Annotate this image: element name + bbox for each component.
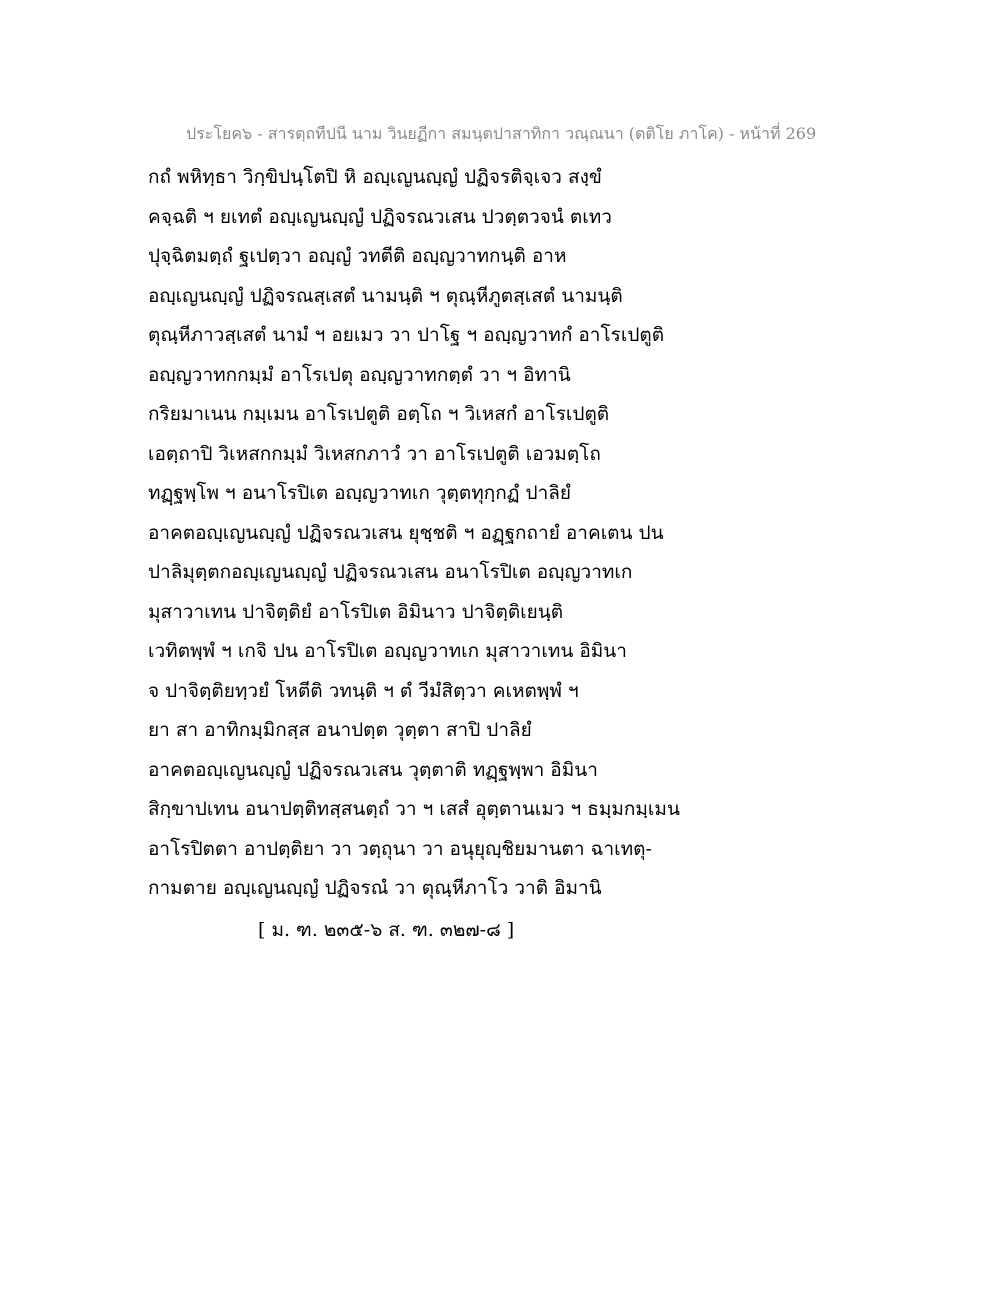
text-line: กถํ พหิทฺธา วิกฺขิปนฺโตปิ หิ อญฺเญนญฺญํ ปฏิจรติจฺเจว สงฺขํ: [148, 166, 602, 188]
text-line: สิกฺขาปเทน อนาปตฺติทสฺสนตฺถํ วา ฯ เสสํ อุตฺตานเมว ฯ ธมฺมกมฺเมน: [148, 798, 680, 820]
text-line: อญฺเญนญฺญํ ปฏิจรณสฺเสตํ นามนฺติ ฯ ตุณฺหีภูตสฺเสตํ นามนฺติ: [148, 284, 623, 307]
text-line: กามตาย อญฺเญนญฺญํ ปฏิจรณํ วา ตุณฺหีภาโว วาติ อิมานิ: [148, 877, 602, 899]
text-line: อาโรปิตตา อาปตฺติยา วา วตฺถุนา วา อนุยุญฺชิยมานตา ฉาเทตุ-: [148, 837, 652, 860]
running-header: ประโยค๖ - สารตฺถทีปนี นาม วินยฏีกา สมนฺตปาสาทิกา วณฺณนา (ตติโย ภาโค) - หน้าที่ 269: [186, 124, 817, 143]
text-line: ยา สา อาทิกมฺมิกสฺส อนาปตฺต วุตฺตา สาปิ ปาลิยํ: [148, 719, 532, 741]
text-line: ปาลิมุตฺตกอญฺเญนญฺญํ ปฏิจรณวเสน อนาโรปิเต อญฺญวาทเก: [148, 561, 633, 583]
text-line: มุสาวาเทน ปาจิตฺติยํ อาโรปิเต อิมินาว ปาจิตฺติเยนฺติ: [148, 600, 564, 623]
text-line: เอตฺถาปิ วิเหสกกมฺมํ วิเหสกภาวํ วา อาโรเปตูติ เอวมตฺโถ: [148, 442, 601, 465]
text-line: คจฺฉติ ฯ ยเทตํ อญฺเญนญฺญํ ปฏิจรณวเสน ปวตฺตวจนํ ตเทว: [148, 205, 612, 228]
text-line: เวทิตพฺพํ ฯ เกจิ ปน อาโรปิเต อญฺญวาทเก มุสาวาเทน อิมินา: [148, 640, 627, 662]
text-line: อาคตอญฺเญนญฺญํ ปฏิจรณวเสน วุตฺตาติ ทฏฺฐพฺพา อิมินา: [148, 758, 598, 781]
text-line: อญฺญวาทกกมฺมํ อาโรเปตุ อญฺญวาทกตฺตํ วา ฯ อิทานิ: [148, 363, 571, 386]
body-text: [148, 158, 748, 909]
text-line: ปุจฺฉิตมตฺถํ ฐเปตฺวา อญฺญํ วทตีติ อญฺญวาทกนฺติ อาห: [148, 245, 567, 267]
text-line: กริยมาเนน กมฺเมน อาโรเปตูติ อตฺโถ ฯ วิเหสกํ อาโรเปตูติ: [148, 403, 610, 425]
citation-reference: [ ม. ฑ. ๒๓๕-๖ ส. ฑ. ๓๒๗-๘ ]: [258, 919, 515, 941]
text-line: จ ปาจิตฺติยทฺวยํ โหตีติ วทนฺติ ฯ ตํ วีมํสิตฺวา คเหตพฺพํ ฯ: [148, 679, 579, 702]
text-line: ทฏฺฐพฺโพ ฯ อนาโรปิเต อญฺญวาทเก วุตฺตทุกฺกฏํ ปาลิยํ: [148, 482, 572, 504]
text-line: อาคตอญฺเญนญฺญํ ปฏิจรณวเสน ยุชฺชติ ฯ อฏฺฐกถายํ อาคเตน ปน: [148, 521, 664, 544]
text-line: ตุณฺหีภาวสฺเสตํ นามํ ฯ อยเมว วา ปาโฐ ฯ อญฺญวาทกํ อาโรเปตูติ: [148, 324, 665, 346]
